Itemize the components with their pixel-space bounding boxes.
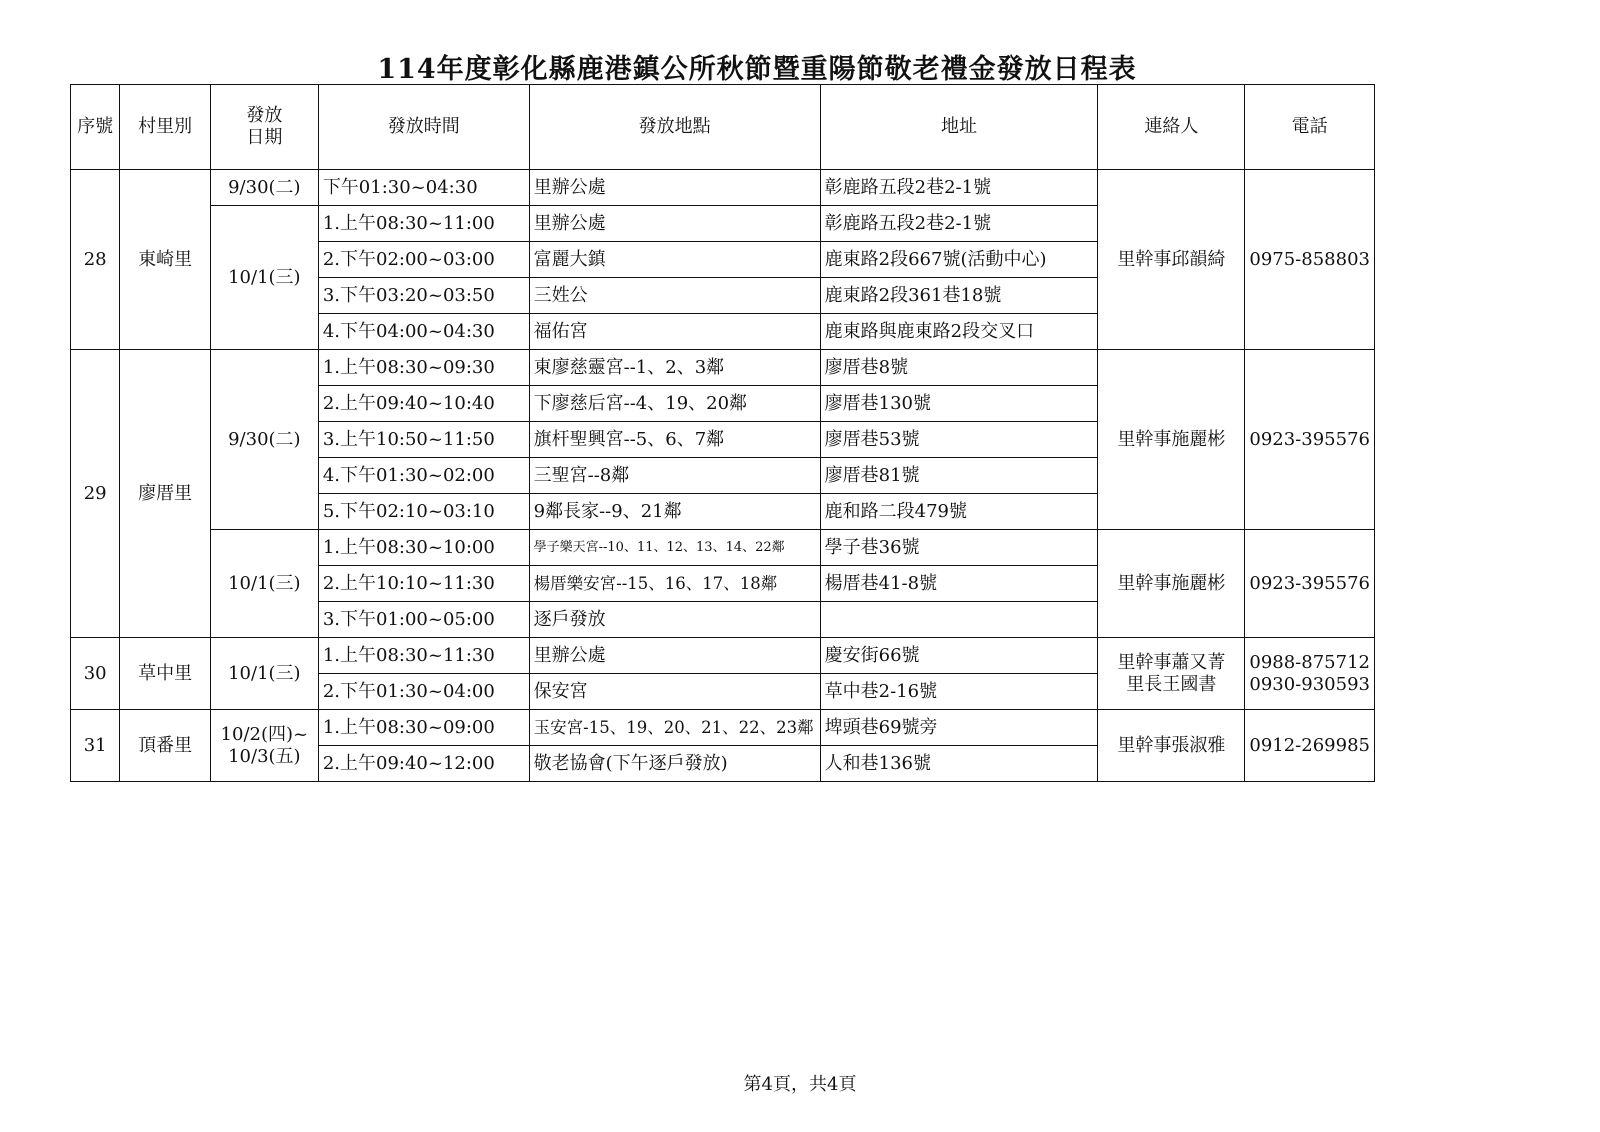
address-cell: 草中巷2-16號 — [820, 674, 1098, 710]
place-cell: 保安宮 — [529, 674, 820, 710]
address-cell: 楊厝巷41-8號 — [820, 566, 1098, 602]
time-cell: 2.上午09:40~10:40 — [318, 386, 529, 422]
address-cell: 埤頭巷69號旁 — [820, 710, 1098, 746]
address-cell: 廖厝巷8號 — [820, 350, 1098, 386]
header-time: 發放時間 — [318, 85, 529, 170]
village-cell: 東崎里 — [120, 170, 210, 350]
time-cell: 2.上午09:40~12:00 — [318, 746, 529, 782]
contact-cell: 里幹事邱韻綺 — [1098, 170, 1245, 350]
address-cell: 學子巷36號 — [820, 530, 1098, 566]
address-cell: 慶安街66號 — [820, 638, 1098, 674]
place-cell: 里辦公處 — [529, 170, 820, 206]
table-row — [71, 170, 1375, 206]
date-cell: 10/1(三) — [210, 638, 318, 710]
phone-cell: 0923-395576 — [1245, 350, 1375, 530]
phone-cell: 0975-858803 — [1245, 170, 1375, 350]
time-cell: 1.上午08:30~11:30 — [318, 638, 529, 674]
address-cell: 廖厝巷53號 — [820, 422, 1098, 458]
table-row — [71, 638, 1375, 674]
time-cell: 4.下午01:30~02:00 — [318, 458, 529, 494]
contact-cell: 里幹事張淑雅 — [1098, 710, 1245, 782]
time-cell: 5.下午02:10~03:10 — [318, 494, 529, 530]
page-title: 114年度彰化縣鹿港鎮公所秋節暨重陽節敬老禮金發放日程表 — [377, 54, 1137, 85]
seq-cell: 31 — [71, 710, 120, 782]
contact-cell: 里幹事施麗彬 — [1098, 530, 1245, 638]
phone-cell: 0923-395576 — [1245, 530, 1375, 638]
address-cell: 廖厝巷130號 — [820, 386, 1098, 422]
address-cell: 廖厝巷81號 — [820, 458, 1098, 494]
table-row — [71, 530, 1375, 566]
time-cell: 2.下午01:30~04:00 — [318, 674, 529, 710]
village-cell: 頂番里 — [120, 710, 210, 782]
address-cell: 鹿東路與鹿東路2段交叉口 — [820, 314, 1098, 350]
address-cell: 鹿和路二段479號 — [820, 494, 1098, 530]
time-cell: 3.下午01:00~05:00 — [318, 602, 529, 638]
header-phone: 電話 — [1245, 85, 1375, 170]
seq-cell: 29 — [71, 350, 120, 638]
address-cell — [820, 602, 1098, 638]
place-cell: 學子樂天宮--10、11、12、13、14、22鄰 — [529, 530, 820, 566]
header-village: 村里別 — [120, 85, 210, 170]
date-cell: 10/1(三) — [210, 206, 318, 350]
time-cell: 2.下午02:00~03:00 — [318, 242, 529, 278]
time-cell: 1.上午08:30~10:00 — [318, 530, 529, 566]
seq-cell: 28 — [71, 170, 120, 350]
place-cell: 旗杆聖興宮--5、6、7鄰 — [529, 422, 820, 458]
address-cell: 人和巷136號 — [820, 746, 1098, 782]
place-cell: 富麗大鎮 — [529, 242, 820, 278]
phone-cell: 0988-875712 0930-930593 — [1245, 638, 1375, 710]
address-cell: 鹿東路2段361巷18號 — [820, 278, 1098, 314]
header-date: 發放 日期 — [210, 85, 318, 170]
place-cell: 福佑宮 — [529, 314, 820, 350]
address-cell: 彰鹿路五段2巷2-1號 — [820, 170, 1098, 206]
page-footer: 第4頁，共4頁 — [743, 1074, 857, 1095]
place-cell: 楊厝樂安宮--15、16、17、18鄰 — [529, 566, 820, 602]
seq-cell: 30 — [71, 638, 120, 710]
header-contact: 連絡人 — [1098, 85, 1245, 170]
phone-cell: 0912-269985 — [1245, 710, 1375, 782]
time-cell: 4.下午04:00~04:30 — [318, 314, 529, 350]
time-cell: 3.下午03:20~03:50 — [318, 278, 529, 314]
place-cell: 下廖慈后宮--4、19、20鄰 — [529, 386, 820, 422]
header-address: 地址 — [820, 85, 1098, 170]
place-cell: 玉安宮-15、19、20、21、22、23鄰 — [529, 710, 820, 746]
time-cell: 1.上午08:30~09:30 — [318, 350, 529, 386]
schedule-table — [70, 84, 1375, 782]
place-cell: 9鄰長家--9、21鄰 — [529, 494, 820, 530]
village-cell: 草中里 — [120, 638, 210, 710]
header-row — [71, 85, 1375, 170]
time-cell: 1.上午08:30~11:00 — [318, 206, 529, 242]
place-cell: 逐戶發放 — [529, 602, 820, 638]
header-seq: 序號 — [71, 85, 120, 170]
place-cell: 敬老協會(下午逐戶發放) — [529, 746, 820, 782]
address-cell: 鹿東路2段667號(活動中心) — [820, 242, 1098, 278]
address-cell: 彰鹿路五段2巷2-1號 — [820, 206, 1098, 242]
place-cell: 三姓公 — [529, 278, 820, 314]
village-cell: 廖厝里 — [120, 350, 210, 638]
time-cell: 3.上午10:50~11:50 — [318, 422, 529, 458]
date-cell: 9/30(二) — [210, 170, 318, 206]
time-cell: 2.上午10:10~11:30 — [318, 566, 529, 602]
place-cell: 東廖慈靈宮--1、2、3鄰 — [529, 350, 820, 386]
contact-cell: 里幹事施麗彬 — [1098, 350, 1245, 530]
table-row — [71, 350, 1375, 386]
place-cell: 里辦公處 — [529, 206, 820, 242]
time-cell: 1.上午08:30~09:00 — [318, 710, 529, 746]
header-place: 發放地點 — [529, 85, 820, 170]
date-cell: 10/1(三) — [210, 530, 318, 638]
date-cell: 9/30(二) — [210, 350, 318, 530]
date-cell: 10/2(四)~ 10/3(五) — [210, 710, 318, 782]
time-cell: 下午01:30~04:30 — [318, 170, 529, 206]
table-row — [71, 710, 1375, 746]
place-cell: 三聖宮--8鄰 — [529, 458, 820, 494]
place-cell: 里辦公處 — [529, 638, 820, 674]
contact-cell: 里幹事蕭又菁 里長王國書 — [1098, 638, 1245, 710]
